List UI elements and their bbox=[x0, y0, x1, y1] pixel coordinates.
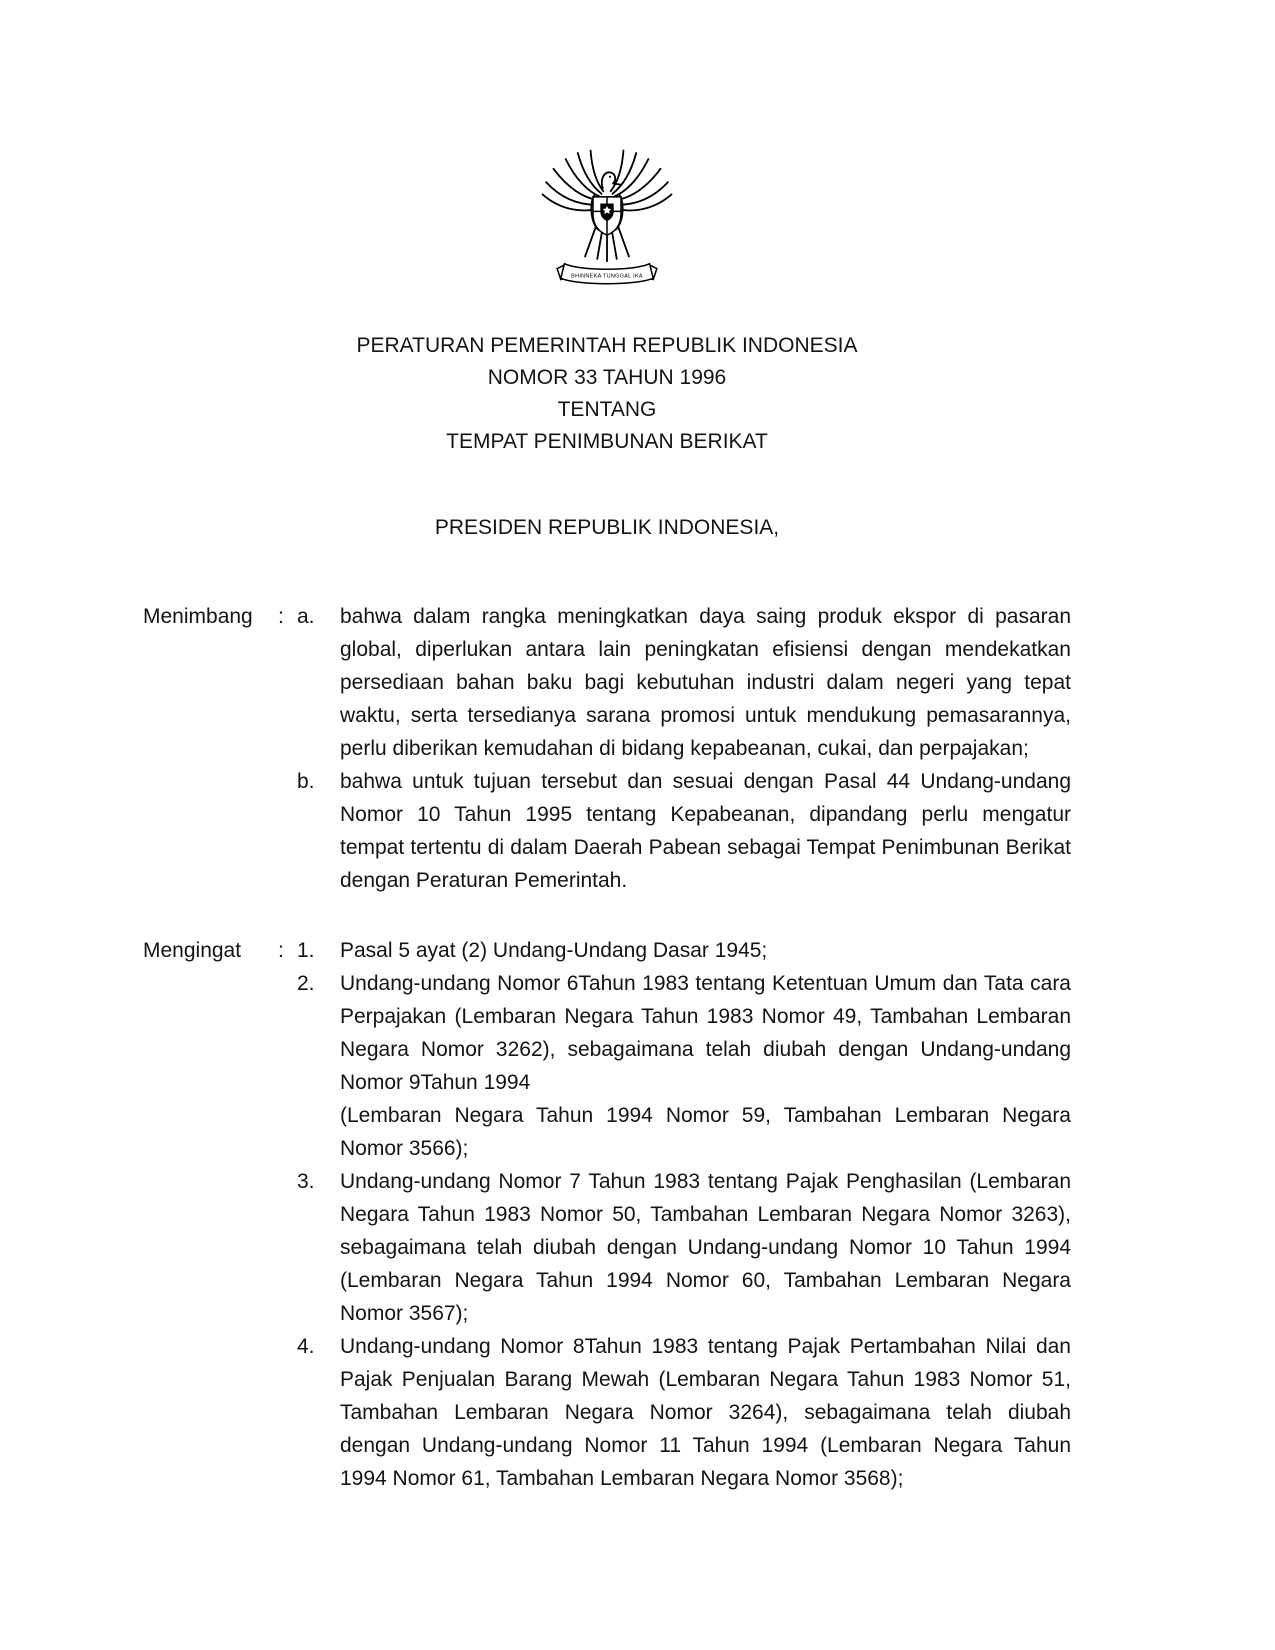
document-title-block bbox=[143, 330, 1071, 458]
garuda-pancasila-emblem bbox=[534, 136, 680, 299]
menimbang-item-b-marker: b. bbox=[297, 770, 315, 793]
mengingat-item-3-marker: 3. bbox=[297, 1170, 315, 1193]
menimbang-item-a-text: bahwa dalam rangka meningkatkan daya saing produk ekspor di pasaran global, diperlukan antara lain peningkatan efisiensi dengan mendekatkan persediaan bahan baku bagi kebutuhan industri dalam negeri yang tepat waktu, serta tersedianya sarana promosi untuk mendukung pemasarannya, perlu diberikan kemudahan di bidang kepabeanan, cukai, dan perpajakan; bbox=[340, 605, 1071, 760]
mengingat-item-3 bbox=[297, 1165, 1071, 1330]
clause-menimbang-items bbox=[297, 600, 1071, 897]
mengingat-item-1-text bbox=[340, 934, 1071, 967]
mengingat-item-2-para-2: (Lembaran Negara Tahun 1994 Nomor 59, Tambahan Lembaran Negara Nomor 3566); bbox=[340, 1104, 1071, 1160]
document-content bbox=[143, 0, 1071, 1495]
document-title-line-3: TENTANG bbox=[557, 398, 657, 421]
menimbang-item-a bbox=[297, 600, 1071, 765]
mengingat-item-3-text bbox=[340, 1165, 1071, 1330]
clause-menimbang bbox=[143, 600, 1071, 897]
mengingat-item-1 bbox=[297, 934, 1071, 967]
mengingat-item-1-para-1: Pasal 5 ayat (2) Undang-Undang Dasar 1945; bbox=[340, 939, 768, 962]
mengingat-item-4-marker: 4. bbox=[297, 1335, 315, 1358]
document-title-line-2: NOMOR 33 TAHUN 1996 bbox=[487, 366, 727, 389]
document-title-line-4: TEMPAT PENIMBUNAN BERIKAT bbox=[446, 430, 768, 453]
clause-menimbang-colon: : bbox=[278, 605, 284, 628]
clause-mengingat-colon: : bbox=[278, 939, 284, 962]
emblem-motto-text: BHINNEKA TUNGGAL IKA bbox=[571, 273, 643, 280]
clause-mengingat-label: Mengingat bbox=[143, 939, 242, 962]
clause-mengingat bbox=[143, 934, 1071, 1495]
document-title-line-1: PERATURAN PEMERINTAH REPUBLIK INDONESIA bbox=[356, 334, 858, 357]
clause-mengingat-items bbox=[297, 934, 1071, 1495]
mengingat-item-1-marker: 1. bbox=[297, 939, 315, 962]
menimbang-item-b bbox=[297, 765, 1071, 897]
presiden-heading: PRESIDEN REPUBLIK INDONESIA, bbox=[434, 516, 780, 539]
clause-menimbang-label: Menimbang bbox=[143, 605, 253, 628]
menimbang-item-b-text: bahwa untuk tujuan tersebut dan sesuai dengan Pasal 44 Undang-undang Nomor 10 Tahun 1995 tentang Kepabeanan, dipandang perlu mengatur tempat tertentu di dalam Daerah Pabean sebagai Tempat Penimbunan Berikat dengan Peraturan Pemerintah. bbox=[340, 770, 1071, 892]
mengingat-item-4-para-1: Undang-undang Nomor 8Tahun 1983 tentang Pajak Pertambahan Nilai dan Pajak Penjualan Barang Mewah (Lembaran Negara Tahun 1983 Nomor 51, Tambahan Lembaran Negara Nomor 3264), sebagaimana telah diubah dengan Undang-undang Nomor 11 Tahun 1994 (Lembaran Negara Tahun 1994 Nomor 61, Tambahan Lembaran Negara Nomor 3568); bbox=[340, 1335, 1071, 1490]
mengingat-item-2-text bbox=[340, 967, 1071, 1165]
preamble-clauses bbox=[143, 600, 1071, 1495]
mengingat-item-2 bbox=[297, 967, 1071, 1165]
menimbang-item-a-marker: a. bbox=[297, 605, 315, 628]
mengingat-item-2-marker: 2. bbox=[297, 972, 315, 995]
mengingat-item-2-para-1: Undang-undang Nomor 6Tahun 1983 tentang Ketentuan Umum dan Tata cara Perpajakan (Lembaran Negara Tahun 1983 Nomor 49, Tambahan Lembaran Negara Nomor 3262), sebagaimana telah diubah dengan Undang-undang Nomor 9Tahun 1994 bbox=[340, 972, 1071, 1094]
mengingat-item-4 bbox=[297, 1330, 1071, 1495]
emblem-container bbox=[143, 0, 1071, 304]
mengingat-item-3-para-1: Undang-undang Nomor 7 Tahun 1983 tentang Pajak Penghasilan (Lembaran Negara Tahun 1983 Nomor 50, Tambahan Lembaran Negara Nomor 3263), sebagaimana telah diubah dengan Undang-undang Nomor 10 Tahun 1994 (Lembaran Negara Tahun 1994 Nomor 60, Tambahan Lembaran Negara Nomor 3567); bbox=[340, 1170, 1071, 1325]
mengingat-item-4-text bbox=[340, 1330, 1071, 1495]
